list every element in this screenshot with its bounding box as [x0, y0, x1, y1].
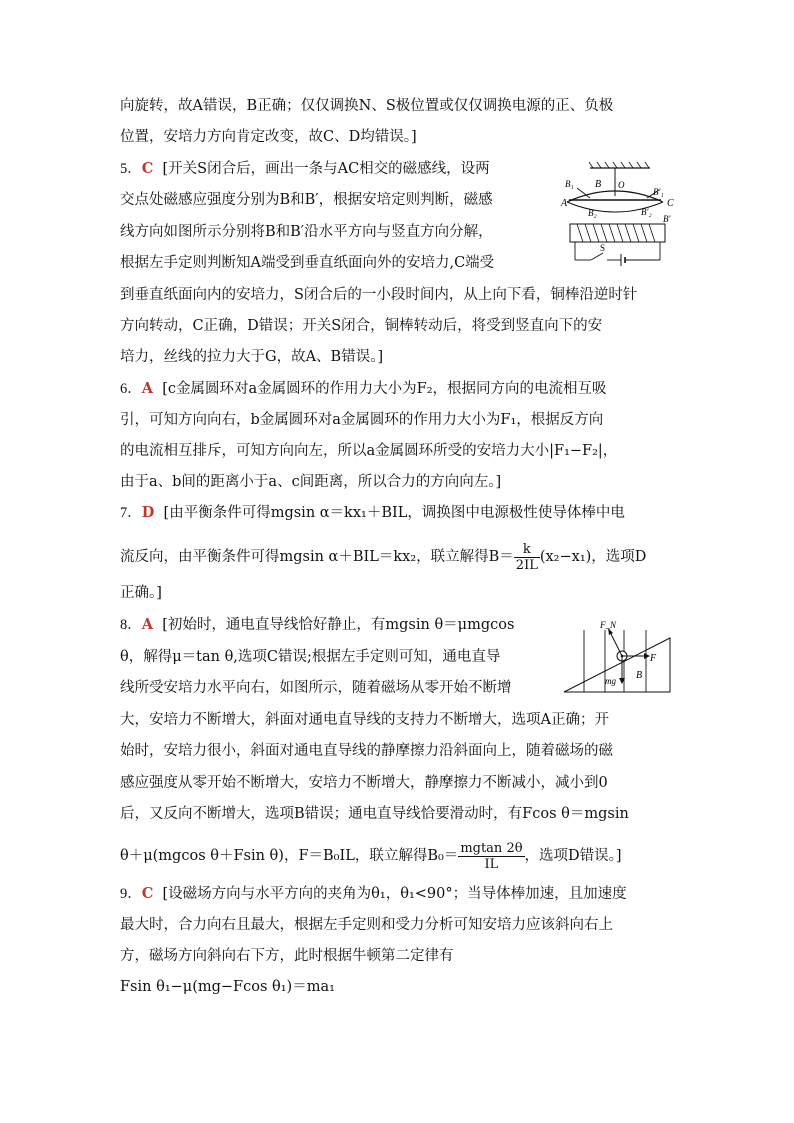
text-segment: (x₂−x₁)，选项D [539, 549, 647, 565]
label-B1-prime: B′₁ [653, 187, 664, 197]
fraction-k-over-2IL [514, 542, 540, 573]
question-8-line [120, 615, 540, 635]
text-line: 由于a、b间的距离小于a、c间距离，所以合力的方向向左。] [120, 474, 502, 490]
label-B2: B₂ [588, 208, 597, 218]
label-FN: F_N [600, 620, 617, 630]
text-segment: [开关S闭合后，画出一条与AC相交的磁感线，设两 [162, 161, 490, 177]
text-segment: 流反向，由平衡条件可得mgsin α＋BIL＝kx₂，联立解得B＝ [120, 549, 514, 565]
text-line: 根据左手定则判断知A端受到垂直纸面向外的安培力,C端受 [120, 255, 495, 271]
fraction-numerator: mgtan 2θ [460, 840, 523, 856]
text-line: 到垂直纸面向内的安培力，S闭合后的一小段时间内，从上向下看，铜棒沿逆时针 [120, 287, 638, 303]
question-number: 9． [120, 886, 142, 902]
label-C: C [667, 198, 674, 209]
text-line: 的电流相互排斥，可知方向向左，所以a金属圆环所受的安培力大小|F₁−F₂|， [120, 443, 618, 459]
equation-line: Fsin θ₁−μ(mg−Fcos θ₁)＝ma₁ [120, 979, 335, 995]
fraction-numerator: k [514, 542, 540, 558]
label-B2-prime: B′₂ [641, 207, 652, 217]
label-mg: mg [605, 676, 616, 686]
text-line: 正确。] [120, 585, 162, 601]
label-A: A [561, 198, 568, 209]
fraction-denominator: 2IL [515, 557, 538, 573]
text-line: 大，安培力不断增大，斜面对通电直导线的支持力不断增大，选项A正确；开 [120, 712, 609, 728]
answer-letter: A [141, 616, 154, 633]
question-8-formula-line [120, 836, 676, 876]
question-7-line [120, 503, 676, 523]
question-number: 8． [120, 617, 142, 633]
fraction-denominator: IL [484, 856, 499, 872]
text-line: 线所受安培力水平向右，如图所示，随着磁场从零开始不断增 [120, 680, 512, 696]
text-segment: [设磁场方向与水平方向的夹角为θ₁，θ₁<90°；当导体棒加速，且加速度 [162, 886, 627, 902]
answer-letter: C [141, 160, 154, 177]
text-line: 线方向如图所示分别将B和B′沿水平方向与竖直方向分解， [120, 224, 493, 240]
question-9-line [120, 884, 676, 904]
text-line: 方向转动，C正确，D错误；开关S闭合，铜棒转动后，将受到竖直向下的安 [120, 318, 603, 334]
fraction-mgtan2theta-over-IL [458, 841, 524, 872]
text-line: 始时，安培力很小，斜面对通电直导线的静摩擦力沿斜面向上，随着磁场的磁 [120, 743, 613, 759]
text-line: 交点处磁感应强度分别为B和B′，根据安培定则判断，磁感 [120, 192, 493, 208]
answer-letter: C [141, 885, 154, 902]
question-6-line [120, 379, 676, 399]
question-number: 5． [120, 161, 142, 177]
text-line: 感应强度从零开始不断增大，安培力不断增大，静摩擦力不断减小，减小到0 [120, 775, 608, 791]
text-line: 向旋转，故A错误，B正确；仅仅调换N、S极位置或仅仅调换电源的正、负极 [120, 98, 614, 114]
text-line: 后，又反向不断增大，选项B错误；通电直导线恰要滑动时，有Fcos θ＝mgsin [120, 806, 629, 822]
question-number: 7． [120, 505, 142, 521]
label-B: B [595, 179, 602, 190]
text-segment: θ＋μ(mgcos θ＋Fsin θ)，F＝B₀IL，联立解得B₀＝ [120, 848, 459, 864]
question-5-line [120, 159, 540, 179]
answer-letter: D [141, 504, 155, 521]
label-B-prime: B′ [663, 214, 671, 224]
text-line: 培力，丝线的拉力大于G，故A、B错误。] [120, 349, 384, 365]
label-B: B [636, 670, 643, 681]
text-line: 方，磁场方向斜向右下方，此时根据牛顿第二定律有 [120, 948, 454, 964]
question-7-formula-line [120, 537, 676, 577]
label-S: S [600, 243, 606, 253]
incline-wire-figure [560, 614, 675, 696]
text-segment: [c金属圆环对a金属圆环的作用力大小为F₂，根据同方向的电流相互吸 [162, 381, 607, 397]
question-number: 6． [120, 381, 142, 397]
answer-letter: A [141, 380, 154, 397]
label-B1: B₁ [565, 179, 574, 189]
text-line: 位置，安培力方向肯定改变，故C、D均错误。] [120, 129, 417, 145]
label-O: O [618, 180, 625, 190]
text-segment: ，选项D错误。] [524, 848, 622, 864]
text-line: 引，可知方向向右，b金属圆环对a金属圆环的作用力大小为F₁，根据反方向 [120, 412, 604, 428]
text-segment: [初始时，通电直导线恰好静止，有mgsin θ＝μmgcos [162, 617, 515, 633]
text-line: θ，解得μ＝tan θ,选项C错误;根据左手定则可知，通电直导 [120, 649, 501, 665]
magnet-rod-figure [555, 160, 680, 270]
text-line: 最大时，合力向右且最大，根据左手定则和受力分析可知安培力应该斜向右上 [120, 917, 613, 933]
label-F: F [650, 653, 657, 664]
text-segment: [由平衡条件可得mgsin α＝kx₁＋BIL，调换图中电源极性使导体棒中电 [163, 505, 625, 521]
